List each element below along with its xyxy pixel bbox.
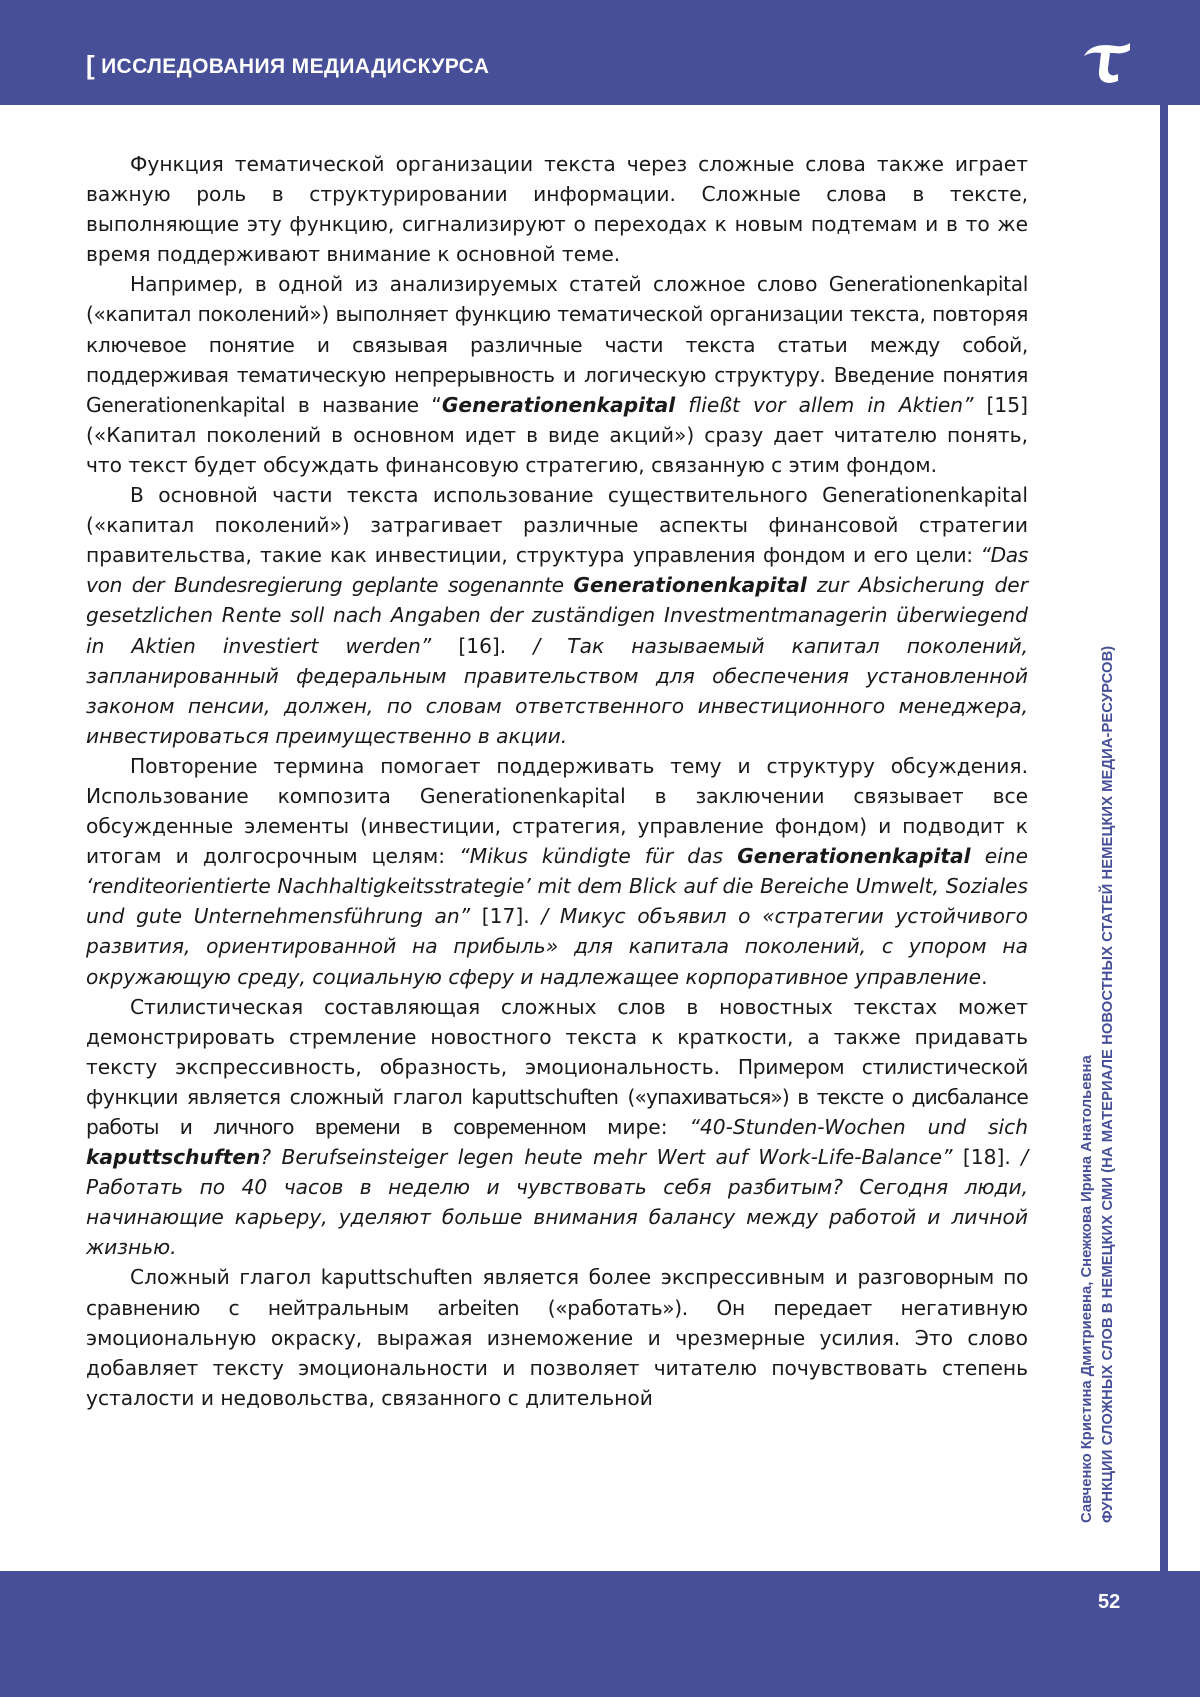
citation: [17]. xyxy=(470,904,542,929)
paragraph-text-condensed: управления фондом и его цели: xyxy=(632,543,981,568)
paragraph-3 xyxy=(86,480,1028,751)
german-quote: “Mikus kündigte für das xyxy=(459,844,738,869)
emphasized-term: Generationenkapital xyxy=(441,392,676,417)
german-quote: “40-Stunden-Wochen und sich xyxy=(689,1115,1028,1139)
paragraph-text: Функция тематической организации текста через сложные слова также играет важную роль в структурировании информации. Сложные слова в тексте, выполняющие эту функцию, сигнализируют о переходах к новым подтемам и в то же время поддерживают внимание к основной теме. xyxy=(86,152,1028,267)
paragraph-6 xyxy=(86,1262,1028,1412)
journal-logo-t-icon xyxy=(1082,42,1132,84)
paragraph-text: Сложный глагол kaputtschuften является более экспрессивным и xyxy=(130,1265,858,1290)
citation: [16]. xyxy=(431,633,534,658)
paragraph-5 xyxy=(86,992,1028,1263)
paragraph-text-condensed: («упахиваться») в тексте о дисбалансе работы и личного времени в современном xyxy=(86,1084,1028,1139)
german-quote: eine ‘renditeorientierte Nachhaltigkeitsstrategie’ mit dem Blick auf die Bereiche Umwelt, Soziales und gute Unternehmensführung an” xyxy=(86,844,1028,929)
paragraph-text: Повторение термина помогает поддерживать тему и структуру обсуждения. Использование композита Generationenkapital в заключении связывает все обсужденные элементы (инвестиции, стратегия, управление фондом) и подводит к итогам и долгосрочным целям: xyxy=(86,753,1028,869)
paragraph-2 xyxy=(86,269,1028,480)
citation: [18]. xyxy=(952,1145,1022,1170)
paragraph-text: В основной части текста использование существительного Generationenkapital («капитал поколений») затрагивает различные аспекты финансовой стратегии правительства, такие как инвестиции, структура xyxy=(86,483,1028,568)
russian-translation: / Так называемый капитал поколений, запланированный федеральным правительством для обеспечения установленной законом пенсии, должен, по словам ответственного инвестиционного менеджера, инвестироваться преимущественно в акции. xyxy=(86,633,1028,748)
german-quote: ? Berufseinsteiger legen heute mehr Wert auf Work-Life-Balance” xyxy=(260,1145,953,1170)
article-running-title: ФУНКЦИИ СЛОЖНЫХ СЛОВ В НЕМЕЦКИХ СМИ (НА МАТЕРИАЛЕ НОВОСТНЫХ СТАТЕЙ НЕМЕЦКИХ МЕДИА-РЕСУРСОВ) xyxy=(1100,645,1116,1523)
paragraph-text: Стилистическая составляющая сложных слов в новостных текстах может демонстрировать стремление новостного текста к краткости, а также придавать тексту экспрессивность, образность, эмоциональность. xyxy=(86,994,1028,1079)
paragraph-text-condensed: Generationenkapital («капитал поколений») выполняет функцию тематической организации текста, повторяя ключевое понятие и связывая различные части текста статьи между собой, поддерживая тематическую непрерывность и логическую структуру. Введение понятия Generationenkapital в название xyxy=(86,272,1028,417)
german-quote: “Das von der Bundesregierung geplante sogenannte xyxy=(86,543,1028,598)
side-rule xyxy=(1160,105,1168,1571)
emphasized-term: Generationenkapital xyxy=(573,573,807,598)
paragraph-text-condensed: разговорным по сравнению с нейтральным arbeiten («работать»). Он передает xyxy=(86,1265,1028,1320)
article-sidebar xyxy=(1077,563,1125,1523)
paragraph-text: [15] («Капитал поколений в основном идет в виде акций») сразу дает читателю понять, что текст будет обсуждать финансовую стратегию, связанную с этим фондом. xyxy=(86,392,1028,477)
german-quote: fließt vor allem in Aktien” xyxy=(675,392,974,417)
section-bracket: [ xyxy=(86,50,96,80)
quote-mark: “ xyxy=(431,392,442,417)
emphasized-term: Generationenkapital xyxy=(737,844,971,869)
section-title-text: ИССЛЕДОВАНИЯ МЕДИАДИСКУРСА xyxy=(101,55,490,78)
paragraph-text: Например, в одной из анализируемых статей сложное слово xyxy=(130,272,829,297)
footer-band xyxy=(0,1571,1200,1697)
german-quote: zur Absicherung der gesetzlichen Rente soll nach Angaben der zuständigen Investmentmanagerin überwiegend in Aktien investiert werden” xyxy=(86,573,1029,658)
emphasized-term: kaputtschuften xyxy=(86,1145,261,1170)
russian-translation: / Работать по 40 часов в неделю и чувствовать себя разбитым? Сегодня люди, начинающие карьеру, уделяют больше внимания балансу между работой и личной жизнью. xyxy=(86,1145,1028,1260)
paragraph-text: . xyxy=(981,964,988,989)
russian-translation: / Микус объявил о «стратегии устойчивого развития, ориентированной на прибыль» для капитала поколений, с упором на окружающую среду, социальную сферу и надлежащее корпоративное управление xyxy=(86,904,1028,989)
page-number: 52 xyxy=(1098,1591,1121,1613)
article-authors: Савченко Кристина Дмитриевна, Снежкова Ирина Анатольевна xyxy=(1079,1055,1095,1523)
article-body xyxy=(86,149,1028,1413)
section-title xyxy=(86,50,489,81)
paragraph-text: негативную эмоциональную окраску, выражая изнеможение и чрезмерные усилия. Это слово добавляет тексту эмоциональности и позволяет читателю почувствовать степень усталости и недовольства, связанного с длительной xyxy=(86,1295,1028,1410)
paragraph-text: мире: xyxy=(607,1115,690,1139)
paragraph-text-condensed: Примером стилистической функции является сложный глагол kaputtschuften xyxy=(86,1054,1028,1109)
paragraph-1 xyxy=(86,149,1028,269)
paragraph-4 xyxy=(86,751,1028,992)
